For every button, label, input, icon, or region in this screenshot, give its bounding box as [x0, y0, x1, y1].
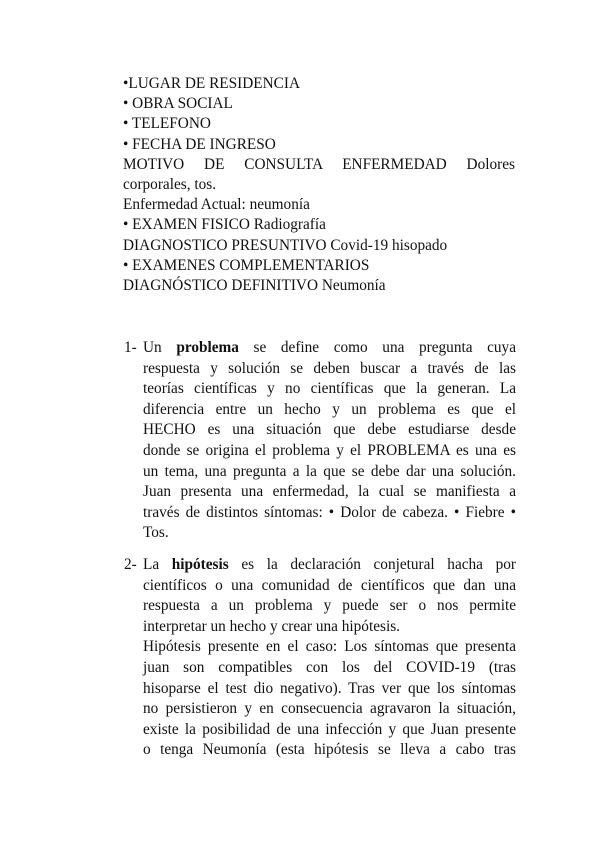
list-item-text	[143, 555, 516, 761]
list-number: 2-	[124, 556, 137, 573]
paragraph-line: respuesta y solución se deben buscar a través de las	[143, 359, 516, 377]
paragraph-line: Tos.	[143, 524, 169, 542]
paragraph-line: existe la posibilidad de una infección y que Juan presente	[143, 720, 516, 738]
paragraph-line: interpretar un hecho y crear una hipótesis.	[143, 617, 400, 635]
patient-record-header	[123, 74, 515, 296]
paragraph-line: donde se origina el problema y el PROBLEMA es una es	[143, 441, 516, 459]
paragraph-line: respuesta a un problema y puede ser o nos permite	[143, 597, 516, 615]
lugar-residencia-field: •LUGAR DE RESIDENCIA	[123, 75, 301, 92]
paragraph-line: teorías científicas y no científicas que la generan. La	[143, 380, 516, 398]
text-run: es la declaración conjetural hacha por	[228, 556, 516, 573]
examen-fisico-field: • EXAMEN FISICO Radiografía	[123, 216, 326, 234]
paragraph-line	[143, 338, 516, 359]
diagnostico-presuntivo-field: DIAGNOSTICO PRESUNTIVO Covid-19 hisopado	[123, 236, 448, 254]
fecha-ingreso-field: • FECHA DE INGRESO	[123, 135, 276, 153]
paragraph-line: HECHO es una situación que debe estudiarse desde	[143, 421, 516, 439]
paragraph-line: hisoparse el test dio negativo). Tras ver que los síntomas	[143, 679, 516, 697]
paragraph-line: juan son compatibles con los del COVID-19 (tras	[143, 658, 516, 676]
term-problema: problema	[176, 339, 239, 356]
text-run: Un	[143, 339, 177, 356]
list-number: 1-	[124, 339, 137, 356]
paragraph-line: no persistieron y en consecuencia agravaron la situación,	[143, 700, 516, 718]
examenes-complementarios-field: • EXAMENES COMPLEMENTARIOS	[123, 256, 370, 274]
text-run: La	[143, 556, 172, 573]
paragraph-line: través de distintos síntomas: • Dolor de cabeza. • Fiebre •	[143, 503, 516, 521]
paragraph-line: Juan presenta una enfermedad, la cual se manifiesta a	[143, 483, 516, 501]
paragraph-line	[143, 555, 516, 576]
paragraph-line: o tenga Neumonía (esta hipótesis se lleva a cabo tras	[143, 741, 516, 759]
enfermedad-actual-field: Enfermedad Actual: neumonía	[123, 196, 310, 214]
list-item-text	[143, 338, 516, 544]
paragraph-line: un tema, una pregunta a la que se debe dar una solución.	[143, 462, 516, 480]
motivo-consulta-line2: corporales, tos.	[123, 176, 217, 194]
paragraph-line: diferencia entre un hecho y un problema es que el	[143, 400, 516, 418]
paragraph-line: Hipótesis presente en el caso: Los síntomas que presenta	[143, 638, 516, 656]
paragraph-line: científicos o una comunidad de científicos que dan una	[143, 576, 516, 594]
telefono-field: • TELEFONO	[123, 115, 211, 133]
motivo-consulta-line1: MOTIVO DE CONSULTA ENFERMEDAD Dolores	[123, 155, 515, 173]
obra-social-field: • OBRA SOCIAL	[123, 95, 233, 113]
diagnostico-definitivo-field: DIAGNÓSTICO DEFINITIVO Neumonía	[123, 277, 386, 295]
term-hipotesis: hipótesis	[171, 556, 229, 573]
text-run: se define como una pregunta cuya	[238, 339, 516, 356]
